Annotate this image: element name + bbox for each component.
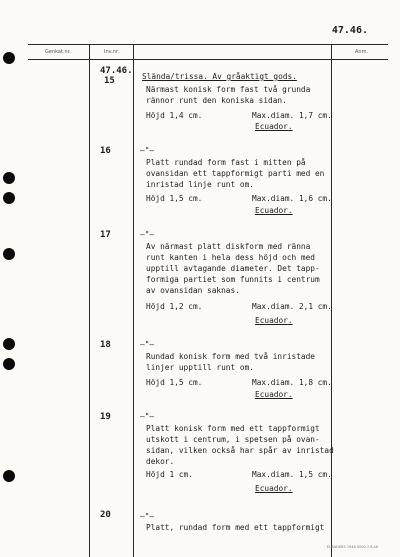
- entry-line: runt kanten i hela dess höjd och med: [146, 253, 315, 262]
- entry-line: inristad linje runt om.: [146, 180, 254, 189]
- punch-hole-4: [3, 248, 15, 260]
- column-divider-right: [331, 44, 332, 557]
- entry-line: sidan, vilken också har spår av inristad: [146, 446, 334, 455]
- printer-imprint: ELANDERS 1946 5000 7.6.46: [326, 545, 378, 549]
- country-label: Ecuador.: [255, 484, 293, 493]
- inventory-prefix: 47.46.: [100, 66, 133, 76]
- column-header-genkat: Genkat.nr.: [45, 49, 71, 55]
- punch-hole-5: [3, 338, 15, 350]
- punch-hole-6: [3, 358, 15, 370]
- punch-hole-1: [3, 52, 15, 64]
- entry-line: ovansidan ett tappformigt parti med en: [146, 169, 325, 178]
- entry-line: Platt, rundad form med ett tappformigt: [146, 523, 325, 532]
- header-rule-bottom: [28, 59, 388, 60]
- punch-hole-2: [3, 172, 15, 184]
- diameter-measure: Max.diam. 1,7 cm.: [252, 111, 332, 120]
- height-measure: Höjd 1 cm.: [146, 470, 193, 479]
- country-label: Ecuador.: [255, 206, 293, 215]
- page-number: 47.46.: [331, 25, 368, 36]
- entry-line: linjer upptill runt om.: [146, 363, 254, 372]
- inventory-number: [100, 66, 133, 86]
- height-measure: Höjd 1,2 cm.: [146, 302, 203, 311]
- height-measure: Höjd 1,5 cm.: [146, 378, 203, 387]
- country-label: Ecuador.: [255, 122, 293, 131]
- inventory-sub: 15: [104, 76, 115, 86]
- entry-line: dekor.: [146, 457, 175, 466]
- country-label: Ecuador.: [255, 390, 293, 399]
- column-divider-mid: [133, 44, 134, 557]
- entry-line: av ovansidan saknas.: [146, 286, 240, 295]
- entry-line: Slända/trissa. Av gråaktigt gods.: [142, 72, 297, 81]
- ditto-mark: –"–: [140, 512, 155, 521]
- entry-line: Närmast konisk form fast två grunda: [146, 85, 311, 94]
- column-divider-left: [89, 44, 90, 557]
- ditto-mark: –"–: [140, 340, 155, 349]
- column-header-inv: Inv.nr.: [104, 49, 120, 55]
- height-measure: Höjd 1,5 cm.: [146, 194, 203, 203]
- inventory-sub: 18: [100, 340, 111, 350]
- entry-line: rännor runt den koniska sidan.: [146, 96, 287, 105]
- entry-line: Rundad konisk form med två inristade: [146, 352, 315, 361]
- inventory-sub: 16: [100, 146, 111, 156]
- header-rule-top: [28, 44, 388, 45]
- country-label: Ecuador.: [255, 316, 293, 325]
- ditto-mark: –"–: [140, 412, 155, 421]
- diameter-measure: Max.diam. 2,1 cm.: [252, 302, 332, 311]
- column-header-anm: Anm.: [355, 49, 369, 55]
- inventory-sub: 20: [100, 510, 111, 520]
- diameter-measure: Max.diam. 1,6 cm.: [252, 194, 332, 203]
- entry-line: Platt konisk form med ett tappformigt: [146, 424, 320, 433]
- entry-line: Platt rundad form fast i mitten på: [146, 158, 306, 167]
- ditto-mark: –"–: [140, 230, 155, 239]
- diameter-measure: Max.diam. 1,8 cm.: [252, 378, 332, 387]
- diameter-measure: Max.diam. 1,5 cm.: [252, 470, 332, 479]
- ditto-mark: –"–: [140, 146, 155, 155]
- entry-line: upptill avtagande diameter. Det tapp-: [146, 264, 320, 273]
- height-measure: Höjd 1,4 cm.: [146, 111, 203, 120]
- entry-line: Av närmast platt diskform med ränna: [146, 242, 311, 251]
- punch-hole-7: [3, 470, 15, 482]
- inventory-sub: 19: [100, 412, 111, 422]
- entry-line: formiga partiet som funnits i centrum: [146, 275, 320, 284]
- punch-hole-3: [3, 192, 15, 204]
- inventory-sub: 17: [100, 230, 111, 240]
- entry-line: utskott i centrum, i spetsen på ovan-: [146, 435, 320, 444]
